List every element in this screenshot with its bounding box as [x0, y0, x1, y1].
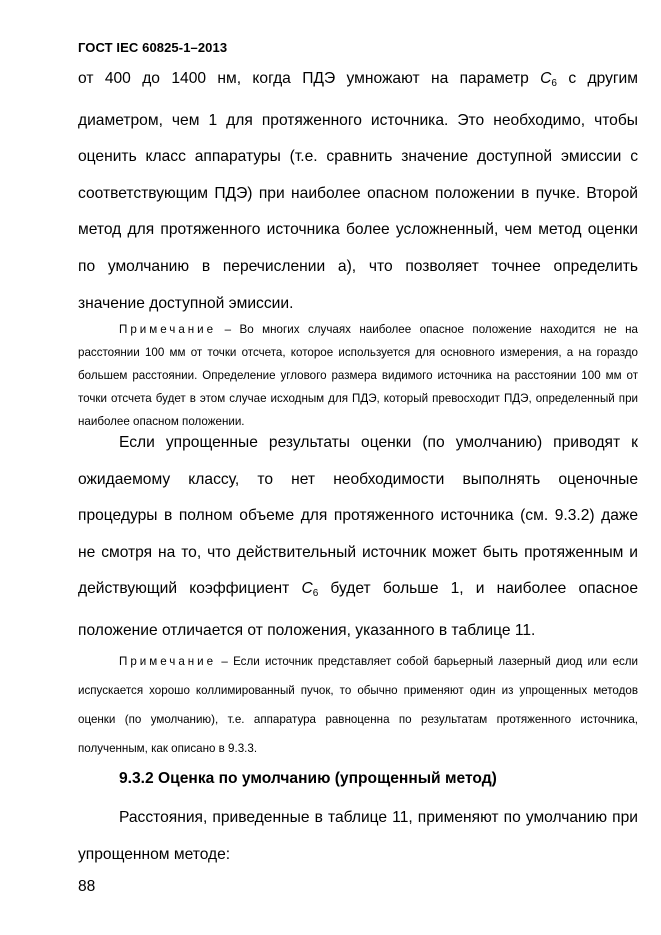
coefficient-symbol: C [301, 580, 313, 598]
page-number: 88 [78, 878, 96, 895]
section-heading: 9.3.2 Оценка по умолчанию (упрощенный метод) [119, 770, 497, 787]
note-1 [78, 318, 638, 433]
parameter-subscript: 6 [551, 78, 557, 89]
coefficient-subscript: 6 [312, 588, 319, 600]
note-1-text: – Во многих случаях наиболее опасное положение находится не на расстоянии 100 мм от точки отсчета, которое используется для основного измерения, а на гораздо большем расстоянии. Определение углового размера видимого источника на расстоянии 100 мм от точки отсчета будет в этом случае исходным для ПДЭ, который превосходит ПДЭ, определенный при наиболее опасном положении. [78, 323, 638, 428]
paragraph-2 [78, 425, 638, 650]
note-1-label: Примечание [119, 323, 217, 336]
paragraph-1-text-b: с другим диаметром, чем 1 для протяженного источника. Это необходимо, чтобы оценить класс аппаратуры (т.е. сравнить значение доступной эмиссии с соответствующим ПДЭ) при наиболее опасном положении в пучке. Второй метод для протяженного источника более усложненный, чем метод оценки по умолчанию в перечислении а), что позволяет точнее определить значение доступной эмиссии. [78, 70, 638, 312]
note-2 [78, 647, 638, 763]
paragraph-2-text-b: будет больше 1, и наиболее опасное положение отличается от положения, указанного в таблице 11. [78, 580, 638, 639]
note-2-label: Примечание [119, 655, 217, 668]
standard-header: ГОСТ IEC 60825-1–2013 [78, 40, 228, 55]
paragraph-1 [78, 61, 638, 322]
paragraph-2-text-a: Если упрощенные результаты оценки (по умолчанию) приводят к ожидаемому классу, то нет необходимости выполнять оценочные процедуры в полном объеме для протяженного источника (см. 9.3.2) даже не смотря на то, что действительный источник может быть протяженным и действующий коэффициент [78, 434, 638, 598]
parameter-symbol: C [540, 70, 552, 87]
paragraph-1-text-a: от 400 до 1400 нм, когда ПДЭ умножают на параметр [78, 70, 541, 87]
paragraph-3: Расстояния, приведенные в таблице 11, применяют по умолчанию при упрощенном методе: [78, 809, 638, 863]
note-2-text: – Если источник представляет собой барьерный лазерный диод или если испускается хорошо коллимированный пучок, то обычно применяют один из упрощенных методов оценки (по умолчанию), т.е. аппаратура равноценна по результатам протяженного источника, полученным, как описано в 9.3.3. [78, 655, 638, 755]
